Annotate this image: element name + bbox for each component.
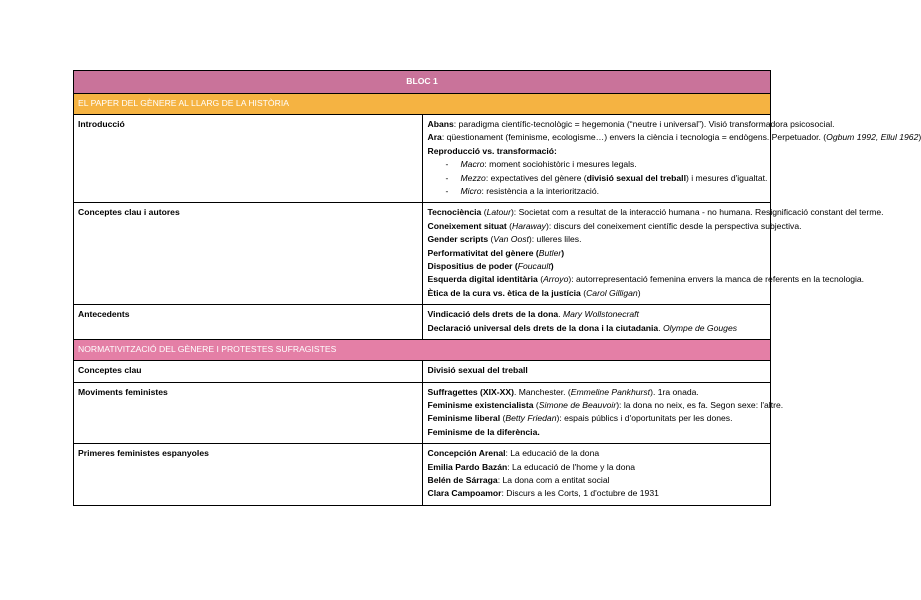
content-line [428, 461, 767, 474]
section-header-row [74, 340, 771, 361]
text: ) [637, 287, 641, 298]
row-content-conceptes [422, 203, 884, 305]
table-row [74, 382, 771, 444]
term: Coneixement situat [427, 220, 507, 231]
author: Simone de Beauvoir [538, 399, 617, 410]
text: ) [561, 247, 565, 258]
text: : La educació de la dona [505, 448, 600, 459]
text: : paradigma científic-tecnològic = hegemonia (“neutre i universal”). Visió transformadora psicosocial. [453, 119, 835, 129]
author: Butler [538, 247, 562, 258]
list-item [428, 172, 767, 185]
content-line [428, 447, 767, 460]
table-row [74, 203, 771, 305]
text: ) i mesures d'igualtat. [685, 172, 768, 183]
term: Macro [460, 159, 485, 170]
term: Concepción Arenal [427, 448, 506, 459]
row-label-conceptes-clau: Conceptes clau [74, 361, 423, 382]
term: Mezzo [460, 172, 486, 183]
dash-bullet: - [445, 172, 449, 183]
author: Carol Gilligan [586, 287, 638, 298]
text: : moment sociohistòric i mesures legals. [484, 159, 637, 170]
text: . [658, 322, 663, 333]
text: ( [580, 287, 587, 298]
text: ) [550, 261, 554, 272]
text: : La dona com a entitat social [497, 474, 610, 485]
row-content-moviments [422, 382, 784, 444]
row-label-moviments: Moviments feministes [74, 382, 423, 444]
emphasis: divisió sexual del treball [586, 172, 686, 183]
content-line [428, 412, 767, 425]
row-label-introduccio: Introducció [74, 115, 423, 203]
bloc-title: BLOC 1 [74, 71, 771, 94]
author: Betty Friedan [505, 413, 557, 424]
text: . Manchester. ( [513, 386, 571, 397]
term: Vindicació dels drets de la dona [427, 309, 559, 320]
text: ): Societat com a resultat de la interacció humana - no humana. Resignificació constant del terme. [510, 207, 884, 218]
text: : qüestionament (feminisme, ecologisme…) envers la ciència i tecnologia = endògens. Perpetuador. ( [441, 132, 827, 143]
term: Clara Campoamor [427, 488, 502, 499]
text: : La educació de l'home y la dona [507, 461, 636, 472]
term: Declaració universal dels drets de la dona i la ciutadania [427, 322, 659, 333]
table-row [74, 361, 771, 382]
list-item [428, 185, 767, 198]
term: Ètica de la cura vs. ètica de la justícia [427, 287, 581, 298]
term: Ara [427, 132, 442, 143]
row-label-conceptes: Conceptes clau i autores [74, 203, 423, 305]
text: ): la dona no neix, es fa. Segon sexe: l'altre. [616, 399, 784, 410]
content-line [428, 287, 767, 300]
text: ): autorrepresentació femenina envers la manca de referents en la tecnologia. [568, 274, 865, 285]
text: . [558, 309, 563, 320]
text: ): espais públics i d'oportunitats per les dones. [556, 413, 733, 424]
content-line [427, 118, 835, 131]
term: Feminisme existencialista [427, 399, 534, 410]
citation: Ogbum 1992, Ellul 1962 [826, 132, 919, 143]
term: Micro [460, 186, 482, 197]
text: ): ulleres liles. [528, 234, 582, 245]
content-line [427, 220, 802, 233]
term: Tecnociència [427, 207, 482, 218]
term: Gender scripts [427, 234, 489, 245]
content-line [428, 322, 767, 335]
text: ( [488, 234, 494, 245]
content-line [428, 474, 767, 487]
author: Emmeline Pankhurst [570, 386, 651, 397]
term: Emilia Pardo Bazán [427, 461, 508, 472]
section-heading-normativitzacio: NORMATIVITZACIÓ DEL GÈNERE I PROTESTES SUFRAGISTES [74, 340, 771, 361]
dash-bullet: - [445, 159, 449, 170]
author: Latour [486, 207, 511, 218]
text: ( [506, 220, 513, 231]
term: Suffragettes (XIX-XX) [427, 386, 514, 397]
title-row [74, 71, 771, 94]
term: Performativitat del gènere [427, 247, 534, 258]
text: : resistència a la interiorització. [481, 186, 600, 197]
text: ( [533, 399, 539, 410]
content-line [427, 273, 865, 286]
row-content-introduccio [422, 115, 921, 203]
content-line: Feminisme de la diferència. [427, 426, 540, 437]
author: Foucault [517, 261, 551, 272]
author: Mary Wollstonecraft [562, 309, 639, 320]
content-line [428, 487, 767, 500]
author: Arroyo [543, 274, 569, 285]
text: ( [500, 413, 506, 424]
content-line [428, 308, 767, 321]
content-line: Divisió sexual del treball [427, 365, 528, 376]
row-content-primeres [422, 444, 771, 506]
content-line [428, 247, 767, 260]
content-line [427, 399, 784, 412]
author: Van Oost [493, 234, 529, 245]
bloc-table [73, 70, 921, 506]
text: ( [533, 247, 539, 258]
section-heading-history: EL PAPER DEL GÈNERE AL LLARG DE LA HISTÒRIA [74, 94, 771, 115]
content-line [427, 131, 921, 144]
text: ( [481, 207, 487, 218]
text: ( [537, 274, 544, 285]
author: Haraway [512, 220, 546, 231]
content-line: Reproducció vs. transformació: [427, 145, 557, 156]
section-header-row [74, 94, 771, 115]
content-line [428, 260, 767, 273]
author: Olympe de Gouges [662, 322, 738, 333]
text: ) [918, 132, 921, 143]
text: ( [512, 261, 518, 272]
row-label-primeres: Primeres feministes espanyoles [74, 444, 423, 506]
text: ). 1ra onada. [650, 386, 699, 397]
text: : Discurs a les Corts, 1 d'octubre de 1931 [501, 488, 659, 499]
content-line [428, 233, 767, 246]
content-line [428, 386, 767, 399]
table-row [74, 444, 771, 506]
term: Belén de Sárraga [427, 474, 498, 485]
term: Abans [427, 119, 454, 129]
term: Dispositius de poder [427, 261, 513, 272]
text: ): discurs del coneixement científic desde la perspectiva subjectiva. [545, 220, 802, 231]
term: Esquerda digital identitària [427, 274, 538, 285]
row-content-conceptes-clau [422, 361, 771, 382]
dash-bullet: - [445, 186, 449, 197]
term: Feminisme liberal [427, 413, 501, 424]
row-label-antecedents: Antecedents [74, 305, 423, 340]
text: : expectatives del gènere ( [485, 172, 587, 183]
row-content-antecedents [422, 305, 771, 340]
table-row [74, 115, 771, 203]
table-row [74, 305, 771, 340]
list-item [428, 158, 767, 171]
content-line [427, 206, 884, 219]
